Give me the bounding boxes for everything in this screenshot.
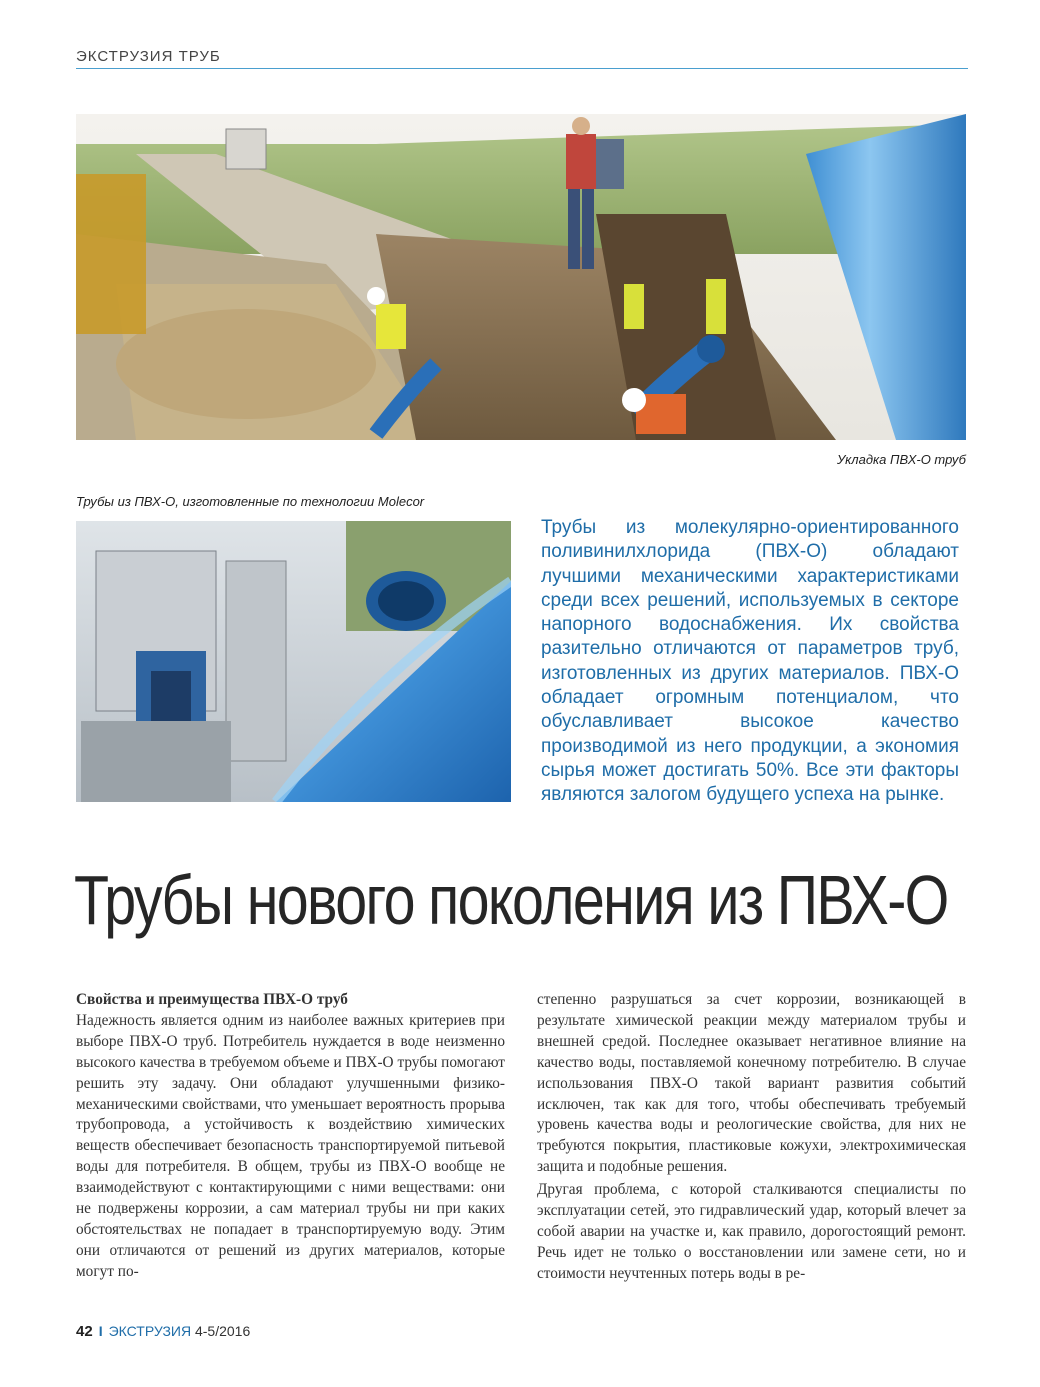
article-title: Трубы нового поколения из ПВХ-О [74,861,948,939]
page-footer [76,1323,250,1340]
lead-paragraph: Трубы из молекулярно-ориентированного поливинилхлорида (ПВХ-О) обладают лучшими механическими характеристиками среди всех решений, используемых в секторе напорного водоснабжения. Их свойства разительно отличаются от параметров труб, изготовленных из других материалов. ПВХ-О обладает огромным потенциалом, что обуславливает высокое качество производимой из него продукции, а экономия сырья может достигать 50%. Все эти факторы являются залогом будущего успеха на рынке. [541,517,959,806]
machinery-caption: Трубы из ПВХ-О, изготовленные по технологии Molecor [76,494,425,509]
body-paragraph: Надежность является одним из наиболее важных критериев при выборе ПВХ-О труб. Потребитель нуждается в воде неизменно высокого качества в требуемом объеме и ПВХ-О трубы помогают решить эту задачу. Они обладают улучшенными физико-механическими свойствами, что уменьшает вероятность прорыва трубопровода, а устойчивость к воздействию химических веществ обеспечивает безопасность транспортируемой питьевой воды для потребителя. В общем, трубы из ПВХ-О вообще не взаимодействуют с контактирующими с ними веществами: они не подвержены коррозии, а сам материал трубы ни при каких обстоятельствах не попадает в транспортируемую воду. Этим они отличаются от решений из других материалов, которые могут по- [76,1011,505,1280]
photo-molecor-pipes [76,521,511,802]
page-number: 42 [76,1323,93,1340]
body-paragraph: степенно разрушаться за счет коррозии, возникающей в результате химической реакции между материалом трубы и внешней средой. Последнее оказывает негативное влияние на качество воды, поставляемой конечному потребителю. В случае использования ПВХ-О такой вариант развития событий исключен, так как для того, чтобы обеспечивать требуемый уровень качества воды и реологические свойства, для них не требуются покрытия, пластиковые кожухи, электрохимическая защита и подобные решения. [537,991,966,1176]
publication-name: ЭКСТРУЗИЯ [108,1323,192,1339]
hero-caption: Укладка ПВХ-О труб [837,452,966,467]
body-subheading: Свойства и преимущества ПВХ-О труб [76,991,348,1008]
issue-number: 4-5/2016 [194,1323,251,1339]
body-column-right [537,990,966,1285]
header-rule [76,68,968,69]
section-label: ЭКСТРУЗИЯ ТРУБ [76,48,221,65]
body-column-left [76,990,505,1283]
hero-photo-pipe-laying [76,114,966,440]
footer-divider: I [98,1323,103,1339]
body-paragraph: Другая проблема, с которой сталкиваются специалисты по эксплуатации сетей, это гидравлический удар, который влечет за собой аварии на участке и, как правило, дорогостоящий ремонт. Речь идет не только о восстановлении или замене сети, но и стоимости неучтенных потерь воды в ре- [537,1181,966,1282]
